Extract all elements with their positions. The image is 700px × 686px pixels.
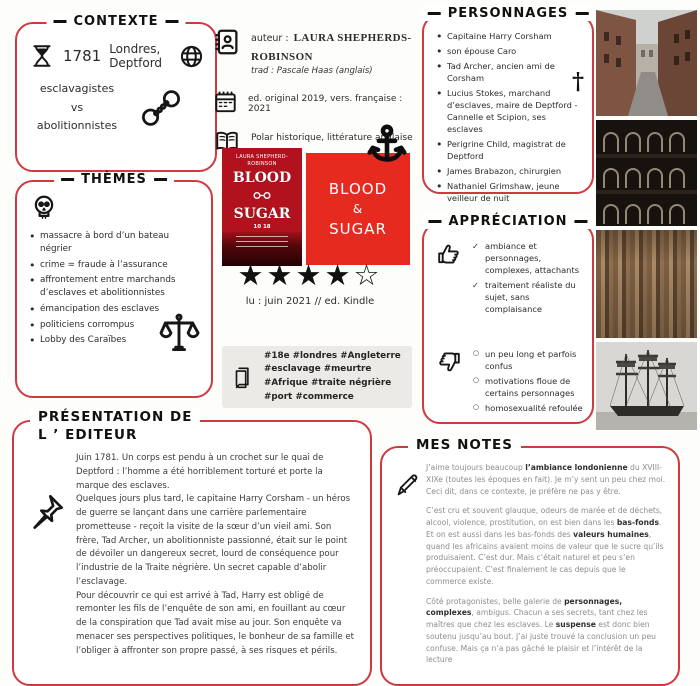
appreciation-box: [422, 214, 594, 424]
list-item: • Perigrine Child, magistrat de Deptford: [434, 138, 584, 162]
list-item: • James Brabazon, chirurgien: [434, 165, 584, 177]
leaflet-icon: [230, 362, 256, 392]
street-photo: [596, 10, 697, 116]
appreciation-title: APPRÉCIATION: [421, 214, 594, 229]
list-item: • Lobby des Caraïbes: [27, 334, 203, 347]
paragraph: Côté protagonistes, belle galerie de personnages, complexes, ambigus. Chacun a ses secrets, tant chez les maîtres que chez les esclaves. Le suspense est donc bien soutenu jusqu’au bout. J’ai juste trouvé la conclusion un peu confuse. Mais ça n’a pas gâché le plaisir et l’intérêt de la lecture: [426, 596, 656, 665]
publisher-title: [30, 408, 200, 444]
list-item: ✓ traitement réaliste du sujet, sans complaisance: [472, 279, 584, 315]
notes-text: [426, 462, 666, 674]
list-item: ○ motivations floue de certains personnages: [472, 375, 584, 399]
anchor-icon: [364, 122, 410, 170]
square-ampersand: &: [352, 202, 364, 216]
paragraph: J’aime toujours beaucoup l’ambiance londonienne du XVIII-XIXe (toutes les époques en fait). Je m’y sent un peu chez moi. Ceci dit, dans ce contexte, je préfère ne pas y être.: [426, 463, 666, 496]
cover-title-line1: BLOOD: [232, 170, 292, 186]
list-item: • affrontement entre marchands d’esclaves et abolitionnistes: [27, 274, 203, 300]
cons-list: [472, 348, 584, 417]
characters-list: [434, 30, 584, 204]
themes-title: THÈMES: [54, 172, 174, 187]
cons-row: [434, 348, 584, 417]
author-label: auteur :: [251, 33, 289, 44]
pen-icon: [393, 470, 423, 500]
pros-row: [434, 240, 584, 318]
paragraph: Quelques jours plus tard, le capitaine Harry Corsham - un héros de guerre se lançant dans une carrière parlementaire prometteuse - reçoit la visite de la sœur d’un vieil ami. Son frère, Tad Archer, un abolitionniste passionné, était sur le point de dévoiler un dangereux secret, lourd de conséquence pour l’industrie de la Traite négrière. Un secret capable d’abolir l’esclavage.: [76, 494, 351, 587]
publisher-title-line1: PRÉSENTATION DE: [38, 409, 193, 425]
list-item: • Tad Archer, ancien ami de Corsham: [434, 60, 584, 84]
paragraph: Juin 1781. Un corps est pendu à un crochet sur le quai de Deptford : l’homme a été horriblement torturé et porte la marque des esclaves.: [76, 453, 324, 491]
star-empty: ☆: [353, 258, 383, 292]
handcuffs-icon: [137, 86, 185, 130]
context-side-2: abolitionnistes: [36, 119, 118, 133]
context-side-1: esclavagistes: [39, 82, 115, 95]
ship-photo: [596, 342, 697, 430]
publisher-text: [76, 452, 356, 658]
list-item: • crime = fraude à l’assurance: [27, 259, 203, 272]
star-rating: [230, 258, 390, 292]
hashtags-box: [222, 346, 412, 408]
characters-box: [422, 6, 594, 204]
list-item: • Nathaniel Grimshaw, jeune veilleur de nuit: [434, 180, 584, 204]
arches-photo: [596, 120, 697, 226]
context-vs-label: vs: [70, 100, 84, 114]
thumbs-down-icon: [434, 348, 464, 376]
hourglass-icon: [29, 43, 55, 69]
themes-box: [15, 172, 213, 398]
pushpin-icon: [27, 490, 67, 532]
edition-line: ed. original 2019, vers. française : 2021: [248, 94, 403, 114]
context-row: [17, 24, 215, 70]
book-cover: [222, 148, 302, 266]
star-filled: ★: [324, 258, 354, 292]
thumbs-up-icon: [434, 240, 464, 268]
genre-line: Polar historique, littérature anglaise: [251, 133, 413, 143]
cover-handcuffs-icon: [252, 191, 272, 200]
notes-title: MES NOTES: [408, 437, 521, 453]
cover-title-line2: SUGAR: [233, 206, 291, 222]
notes-box: [380, 437, 680, 686]
sugarcane-photo: [596, 230, 697, 338]
list-item: ○ homosexualité refoulée: [472, 402, 584, 414]
pros-list: [472, 240, 584, 318]
star-filled: ★: [266, 258, 296, 292]
hashtags-text: #18e #londres #Angleterre #esclavage #meurtre #Afrique #traite négrière #port #commerce: [264, 350, 401, 402]
square-line2: SUGAR: [329, 220, 387, 238]
translation-line: trad : Pascale Haas (anglais): [251, 66, 373, 76]
calendar-icon: [212, 89, 239, 115]
globe-icon: [178, 43, 205, 70]
list-item: ✓ ambiance et personnages, complexes, attachants: [472, 240, 584, 276]
paragraph: Pour découvrir ce qui est arrivé à Tad, Harry est obligé de remonter les fils de l’enquête de son ami, en fouillant au cœur de la conspiration que Tad avait mise au jour. Son enquête va menacer ses perspectives politiques, le bonheur de sa famille et l’obliger à affronter son propre passé, à ses risques et périls.: [76, 590, 355, 656]
square-line1: BLOOD: [328, 180, 388, 198]
scales-icon: [157, 312, 201, 356]
list-item: • politiciens corrompus: [27, 319, 203, 332]
publisher-box: [12, 409, 372, 686]
context-box: [15, 14, 217, 172]
address-book-icon: [212, 26, 242, 58]
list-item: • Lucius Stokes, marchand d’esclaves, maire de Deptford - Cannelle et Scipion, ses esclaves: [434, 87, 584, 135]
star-filled: ★: [237, 258, 267, 292]
list-item: ○ un peu long et parfois confus: [472, 348, 584, 372]
list-item: • émancipation des esclaves: [27, 303, 203, 316]
cover-author: LAURA SHEPHERD-ROBINSON: [236, 154, 288, 167]
star-filled: ★: [295, 258, 325, 292]
author-name: LAURA SHEPHERDS-ROBINSON: [251, 32, 412, 63]
skull-icon: [29, 192, 59, 224]
cover-publisher: 10 18: [253, 224, 271, 230]
characters-title: PERSONNAGES: [421, 6, 596, 21]
context-title: CONTEXTE: [47, 14, 186, 29]
dagger-icon: †: [571, 68, 584, 95]
paragraph: C’est cru et souvent glauque, odeurs de marée et de déchets, alcool, violence, prostitution, on est bien dans les bas-fonds. Et on est aussi dans les bas-fonds des valeurs humaines, quand les africains avaient moins de valeur que le sucre qu’ils produisaient. C’est dur. Mais c’était naturel et peu s’en préoccupaient. C’est finalement le cas depuis que le commerce existe.: [426, 506, 664, 586]
context-year: 1781: [63, 47, 102, 65]
list-item: • massacre à bord d’un bateau négrier: [27, 230, 203, 256]
list-item: • Capitaine Harry Corsham: [434, 30, 584, 42]
context-place: Londres, Deptford: [109, 42, 163, 70]
list-item: • son épouse Caro: [434, 45, 584, 57]
read-caption: lu : juin 2021 // ed. Kindle: [245, 296, 375, 307]
publisher-title-line2: L ’ EDITEUR: [38, 427, 138, 444]
context-vs-block: [17, 80, 215, 136]
